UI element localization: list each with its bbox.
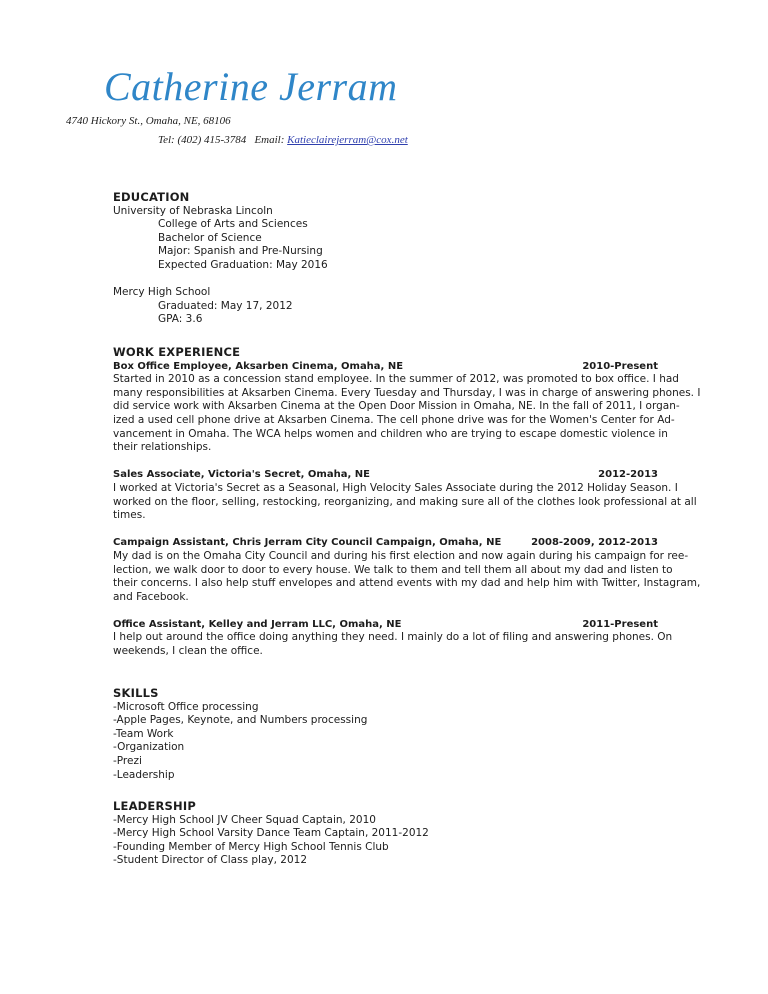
job-header [113,468,658,482]
job-title: Office Assistant, Kelley and Jerram LLC, Omaha, NE [113,618,402,630]
leadership-item: -Student Director of Class play, 2012 [113,854,308,867]
work-heading: WORK EXPERIENCE [113,345,241,359]
job-title: Box Office Employee, Aksarben Cinema, Omaha, NE [113,360,404,372]
skill-item: -Apple Pages, Keynote, and Numbers processing [113,714,368,727]
leadership-item: -Mercy High School JV Cheer Squad Captain, 2010 [113,813,376,826]
education-heading: EDUCATION [113,190,190,204]
job-line: many responsibilities at Aksarben Cinema. Every Tuesday and Thursday, I was in charge of answering phones. I [113,386,701,399]
job-line: their concerns. I also help stuff envelopes and attend events with my dad and help him with Twitter, Instagram, [113,577,701,590]
address: 4740 Hickory St., Omaha, NE, 68106 [66,115,231,127]
skill-item: -Prezi [113,754,142,767]
contact-line [158,134,408,146]
job-header [113,536,658,550]
job-line: and Facebook. [113,590,189,603]
school-2-detail: Graduated: May 17, 2012 [158,299,293,312]
email-label: Email: [254,134,285,146]
job-line: their relationships. [113,441,212,454]
education-section [113,191,658,327]
phone: Tel: (402) 415-3784 [158,134,247,146]
job-header [113,618,658,632]
leadership-item: -Founding Member of Mercy High School Tennis Club [113,840,389,853]
job-dates: 2010-Present [582,360,658,372]
job-line: I worked at Victoria's Secret as a Seasonal, High Velocity Sales Associate during the 2012 Holiday Season. I [113,481,678,494]
skills-heading: SKILLS [113,686,159,700]
school-1-detail: Major: Spanish and Pre-Nursing [158,245,323,258]
skill-item: -Organization [113,741,185,754]
job-line: times. [113,509,146,522]
school-1-detail: Bachelor of Science [158,231,262,244]
skills-section [113,687,658,782]
school-1: University of Nebraska Lincoln [113,204,273,217]
candidate-name: Catherine Jerram [104,64,398,109]
school-2: Mercy High School [113,286,211,299]
job-line: did service work with Aksarben Cinema at the Open Door Mission in Omaha, NE. In the fall of 2011, I organ- [113,400,680,413]
school-1-detail: Expected Graduation: May 2016 [158,258,328,271]
school-2-detail: GPA: 3.6 [158,313,203,326]
job-header [113,360,658,374]
work-section [113,345,701,659]
job-line: Started in 2010 as a concession stand employee. In the summer of 2012, was promoted to box office. I had [113,373,679,386]
skill-item: -Team Work [113,727,174,740]
job-line: vancement in Omaha. The WCA helps women and children who are trying to escape domestic violence in [113,427,668,440]
job-line: lection, we walk door to door to every house. We talk to them and tell them all about my dad and listen to [113,563,673,576]
job-title: Campaign Assistant, Chris Jerram City Council Campaign, Omaha, NE [113,537,502,549]
job-dates: 2011-Present [582,618,658,630]
job-line: weekends, I clean the office. [113,645,263,658]
job-line: worked on the floor, selling, restocking, reorganizing, and making sure all of the clothes look professional at all [113,495,697,508]
job-line: ized a used cell phone drive at Aksarben Cinema. The cell phone drive was for the Women's Center for Ad- [113,413,675,426]
job-title: Sales Associate, Victoria's Secret, Omaha, NE [113,469,370,481]
leadership-item: -Mercy High School Varsity Dance Team Captain, 2011-2012 [113,827,429,840]
job-line: My dad is on the Omaha City Council and during his first election and now again during his campaign for ree- [113,549,689,562]
job-dates: 2008-2009, 2012-2013 [531,537,658,549]
job-line: I help out around the office doing anything they need. I mainly do a lot of filing and answering phones. On [113,631,673,644]
leadership-section [113,800,658,868]
leadership-heading: LEADERSHIP [113,799,196,813]
skill-item: -Leadership [113,768,175,781]
job-dates: 2012-2013 [598,469,658,481]
school-1-detail: College of Arts and Sciences [158,218,308,231]
skill-item: -Microsoft Office processing [113,700,259,713]
email-link[interactable]: Katieclairejerram@cox.net [287,134,408,146]
